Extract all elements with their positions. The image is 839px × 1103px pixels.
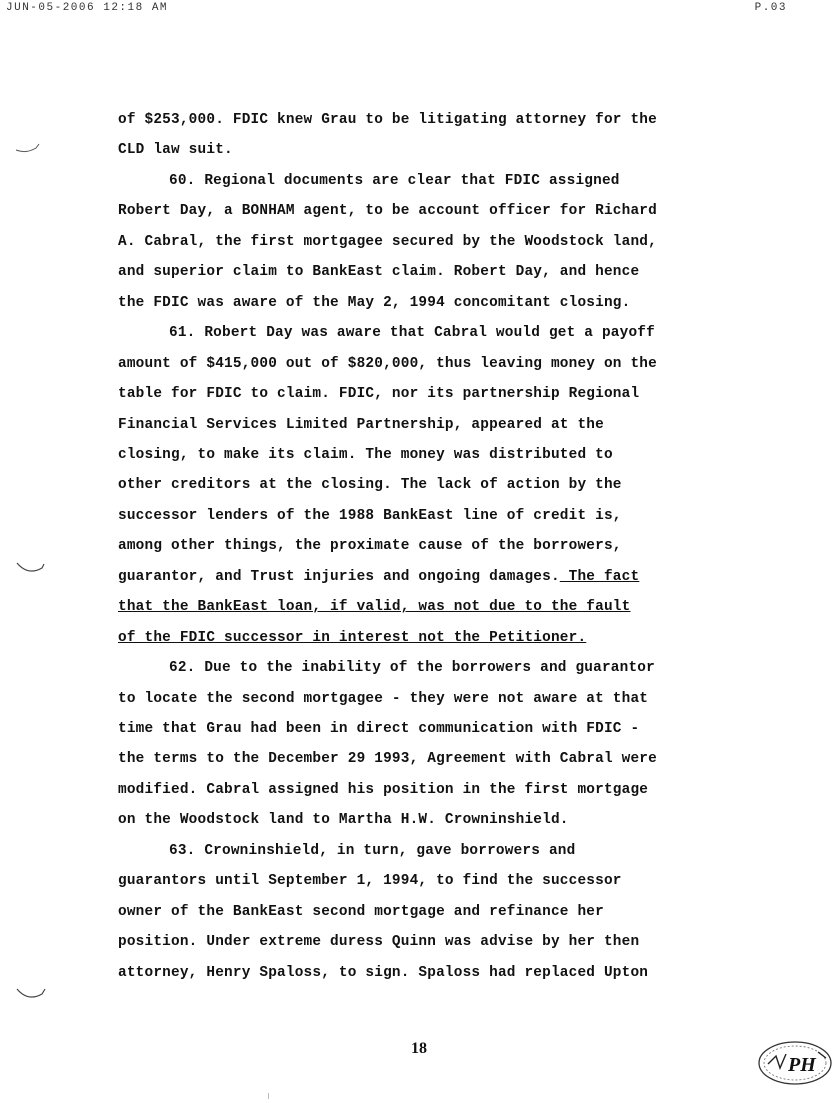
body-line-text: position. Under extreme duress Quinn was advise by her then [118,934,640,951]
body-line-text: the terms to the December 29 1993, Agreement with Cabral were [118,751,657,768]
underlined-text: The fact [559,568,640,585]
body-line-text: among other things, the proximate cause of the borrowers, [118,538,622,555]
body-line-text: A. Cabral, the first mortgagee secured by the Woodstock land, [118,233,657,250]
body-line [169,660,655,676]
body-line [118,112,657,128]
body-line [118,934,639,950]
body-line-text: table for FDIC to claim. FDIC, nor its partnership Regional [118,386,640,403]
underlined-text: of the FDIC successor in interest not the Petitioner. [118,629,587,646]
body-line [118,691,648,707]
body-line-text: amount of $415,000 out of $820,000, thus leaving money on the [118,355,657,372]
body-line-text: guarantors until September 1, 1994, to find the successor [118,873,622,890]
body-line [169,173,620,189]
hole-punch-mark [14,560,48,578]
body-line-text: on the Woodstock land to Martha H.W. Crowninshield. [118,812,569,829]
body-line [118,356,657,372]
initials-stamp [756,1038,834,1088]
body-line-text: attorney, Henry Spaloss, to sign. Spaloss had replaced Upton [118,964,649,981]
body-line-text: and superior claim to BankEast claim. Robert Day, and hence [118,264,640,281]
body-line-text: 60. Regional documents are clear that FDIC assigned [169,172,620,189]
body-line [118,508,622,524]
body-line-text: Financial Services Limited Partnership, appeared at the [118,416,604,433]
body-line [118,721,639,737]
svg-text:PH: PH [788,1054,816,1076]
body-line-text: Robert Day, a BONHAM agent, to be account officer for Richard [118,203,657,220]
body-line-text: CLD law suit. [118,142,233,159]
body-line-text: 63. Crowninshield, in turn, gave borrowers and [169,842,576,859]
body-line [118,234,657,250]
scan-tick [268,1093,269,1099]
body-line-text: guarantor, and Trust injuries and ongoing damages. [118,568,560,585]
hole-punch-mark [14,986,48,1004]
body-line [118,873,622,889]
body-line [118,477,622,493]
body-line [118,203,657,219]
body-line [118,965,648,981]
fax-header-right: P.03 [754,2,787,14]
body-line-text: owner of the BankEast second mortgage and refinance her [118,903,604,920]
body-line [118,812,569,828]
body-line-text: 62. Due to the inability of the borrowers and guarantor [169,660,655,677]
fax-header-left: JUN-05-2006 12:18 AM [6,2,169,14]
body-line [118,417,604,433]
body-line-text: closing, to make its claim. The money was distributed to [118,446,613,463]
body-line [169,843,575,859]
body-line [118,386,639,402]
body-line [118,751,657,767]
body-line [118,599,630,615]
body-line-text: 61. Robert Day was aware that Cabral would get a payoff [169,325,655,342]
body-line [118,904,604,920]
underlined-text: that the BankEast loan, if valid, was not due to the fault [118,599,631,616]
body-line-text: the FDIC was aware of the May 2, 1994 concomitant closing. [118,294,631,311]
body-line [118,630,586,646]
body-line [118,447,613,463]
body-line [118,142,233,158]
body-line [118,569,639,585]
body-line-text: to locate the second mortgagee - they were not aware at that [118,690,649,707]
body-line [118,295,630,311]
page-number: 18 [411,1040,427,1057]
body-line-text: of $253,000. FDIC knew Grau to be litigating attorney for the [118,112,657,128]
body-line-text: successor lenders of the 1988 BankEast line of credit is, [118,507,622,524]
body-line-text: time that Grau had been in direct communication with FDIC - [118,721,640,737]
body-line [169,325,655,341]
body-line [118,264,639,280]
margin-mark [14,142,42,156]
body-line-text: other creditors at the closing. The lack of action by the [118,477,622,494]
body-line-text: modified. Cabral assigned his position in the first mortgage [118,781,649,798]
body-line [118,782,648,798]
body-line [118,538,622,554]
